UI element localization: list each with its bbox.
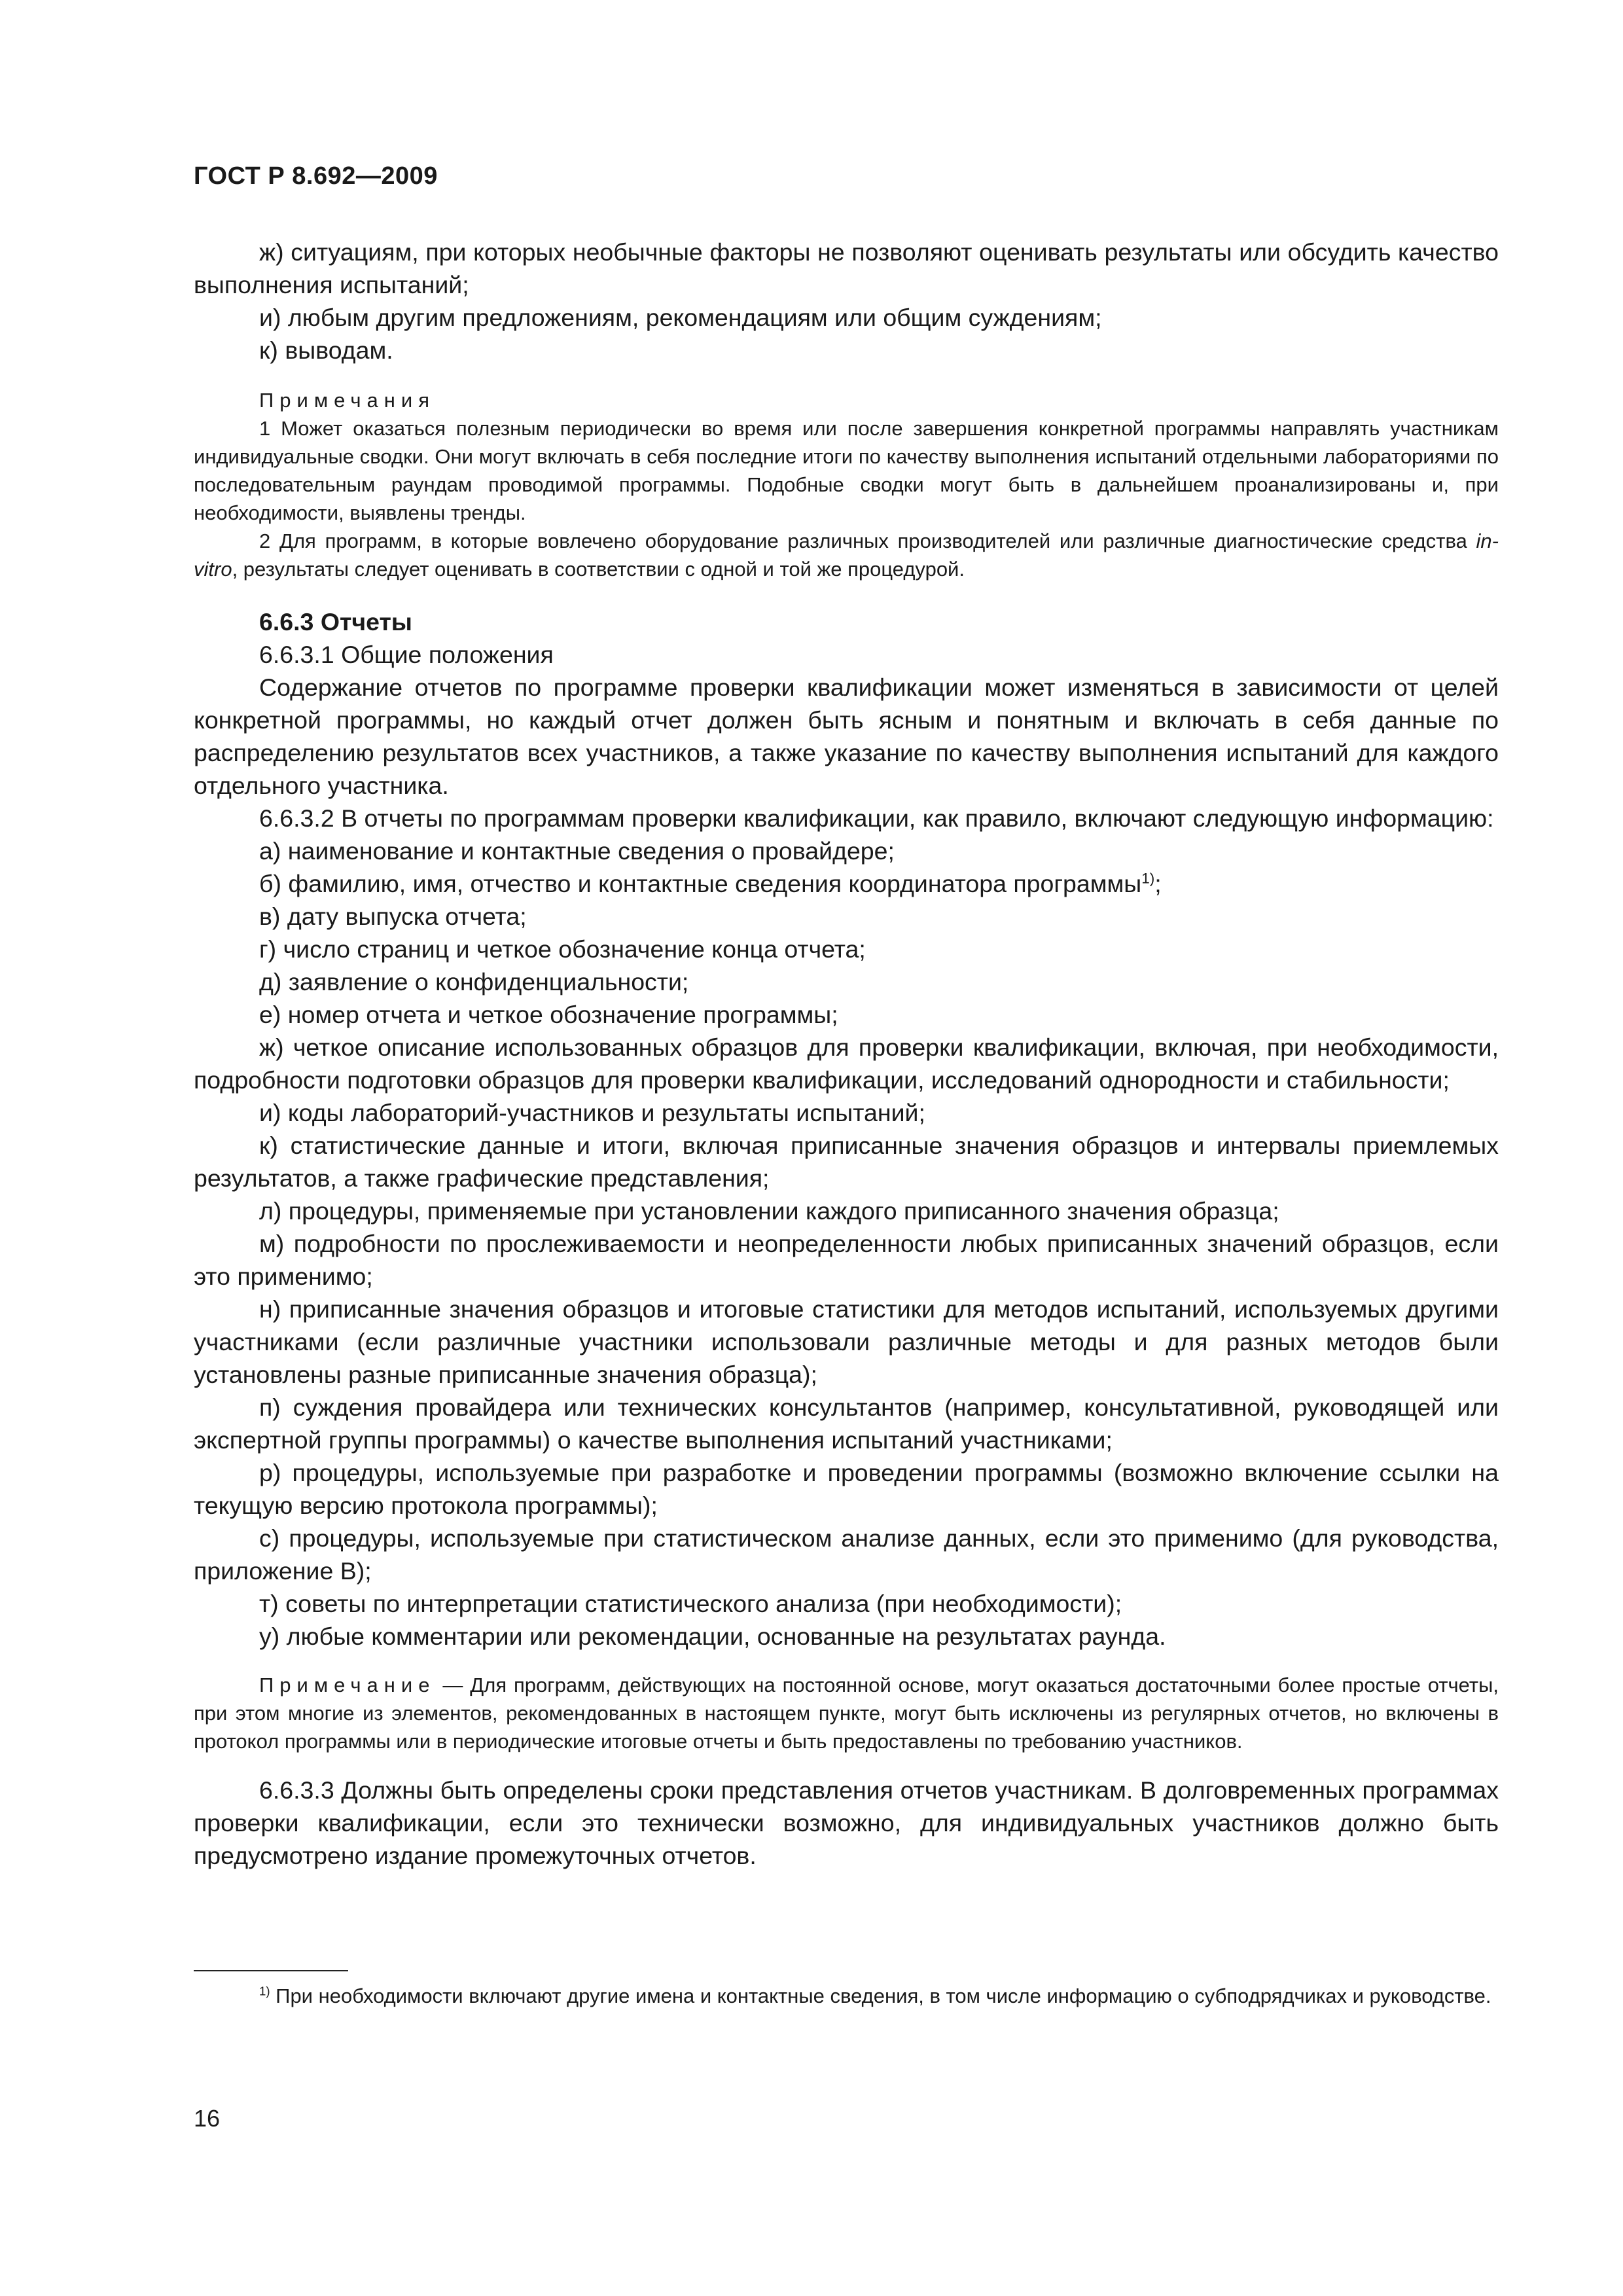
footnote-ref: 1)	[1141, 870, 1155, 887]
list-item: с) процедуры, используемые при статистическом анализе данных, если это применимо (для руководства, приложение В);	[194, 1524, 1499, 1585]
list-item: е) номер отчета и четкое обозначение программы;	[259, 1001, 838, 1028]
paragraph-general: Содержание отчетов по программе проверки квалификации может изменяться в зависимости от целей конкретной программы, но каждый отчет должен быть ясным и понятным и включать в себя данные по распределению результатов всех участников, а также указание по качеству выполнения испытаний для каждого отдельного участника.	[194, 673, 1499, 799]
list-item-end: ;	[1154, 870, 1162, 897]
note-2-text: 2 Для программ, в которые вовлечено оборудование различных производителей или различные диагностические средства	[259, 529, 1467, 552]
section-subheading: 6.6.3.1 Общие положения	[259, 641, 554, 668]
footnote	[194, 1982, 1499, 2010]
list-item: н) приписанные значения образцов и итоговые статистики для методов испытаний, используемых другими участниками (если различные участники использовали различные методы и для разных методов были установлены разные приписанные значения образца);	[194, 1295, 1499, 1388]
list-item: а) наименование и контактные сведения о провайдере;	[259, 837, 895, 865]
note-general	[194, 1671, 1499, 1755]
intro-item: и) любым другим предложениям, рекомендациям или общим суждениям;	[259, 304, 1102, 331]
paragraph-report-deadlines: 6.6.3.3 Должны быть определены сроки представления отчетов участникам. В долговременных программах проверки квалификации, если это технически возможно, для индивидуальных участников должно быть предусмотрено издание промежуточных отчетов.	[194, 1776, 1499, 1869]
note-general-label: Примечание	[259, 1674, 436, 1696]
list-item: л) процедуры, применяемые при установлении каждого приписанного значения образца;	[259, 1197, 1279, 1225]
intro-item: к) выводам.	[259, 336, 393, 364]
list-item	[194, 867, 1499, 900]
intro-item: ж) ситуациям, при которых необычные факторы не позволяют оценивать результаты или обсудить качество выполнения испытаний;	[194, 238, 1499, 298]
list-item: в) дату выпуска отчета;	[259, 903, 527, 930]
list-item: п) суждения провайдера или технических консультантов (например, консультативной, руководящей или экспертной группы программы) о качестве выполнения испытаний участниками;	[194, 1393, 1499, 1454]
list-item: к) статистические данные и итоги, включая приписанные значения образцов и интервалы приемлемых результатов, а также графические представления;	[194, 1132, 1499, 1192]
page-number: 16	[194, 2105, 221, 2132]
main-content	[194, 236, 1499, 1872]
note-1: 1 Может оказаться полезным периодически во время или после завершения конкретной программы направлять участникам индивидуальные сводки. Они могут включать в себя последние итоги по качеству выполнения испытаний отдельными лабораториями по последовательным раундам проводимой программы. Подобные сводки могут быть в дальнейшем проанализированы и, при необходимости, выявлены тренды.	[194, 417, 1499, 524]
paragraph-report-contents: 6.6.3.2 В отчеты по программам проверки квалификации, как правило, включают следующую информацию:	[259, 804, 1494, 832]
section-heading: 6.6.3 Отчеты	[259, 608, 412, 636]
list-item: д) заявление о конфиденциальности;	[259, 968, 689, 996]
list-item: г) число страниц и четкое обозначение конца отчета;	[259, 935, 866, 963]
note-general-text: — Для программ, действующих на постоянной основе, могут оказаться достаточными более простые отчеты, при этом многие из элементов, рекомендованных в настоящем пункте, могут быть исключены из регулярных отчетов, но включены в протокол программы или в периодические итоговые отчеты и быть предоставлены по требованию участников.	[194, 1674, 1499, 1753]
list-item: т) советы по интерпретации статистического анализа (при необходимости);	[259, 1590, 1122, 1617]
list-item: р) процедуры, используемые при разработке и проведении программы (возможно включение ссылки на текущую версию протокола программы);	[194, 1459, 1499, 1519]
note-2-tail: , результаты следует оценивать в соответствии с одной и той же процедурой.	[232, 558, 965, 581]
list-item: м) подробности по прослеживаемости и неопределенности любых приписанных значений образцов, если это применимо;	[194, 1230, 1499, 1290]
footnote-mark: 1)	[259, 1984, 270, 1998]
list-item: и) коды лабораторий-участников и результаты испытаний;	[259, 1099, 925, 1126]
footnote-divider	[194, 1970, 348, 1971]
note-2-italic-term: in-vitro	[194, 529, 1499, 581]
notes-label: Примечания	[259, 389, 435, 412]
list-item: у) любые комментарии или рекомендации, основанные на результатах раунда.	[259, 1623, 1166, 1650]
list-item-text: б) фамилию, имя, отчество и контактные сведения координатора программы	[259, 870, 1142, 897]
list-item: ж) четкое описание использованных образцов для проверки квалификации, включая, при необходимости, подробности подготовки образцов для проверки квалификации, исследований однородности и стабильности;	[194, 1033, 1499, 1094]
footnote-text: При необходимости включают другие имена и контактные сведения, в том числе информацию о субподрядчиках и руководстве.	[270, 1984, 1491, 2007]
note-2	[194, 527, 1499, 583]
document-header: ГОСТ Р 8.692—2009	[194, 162, 438, 190]
